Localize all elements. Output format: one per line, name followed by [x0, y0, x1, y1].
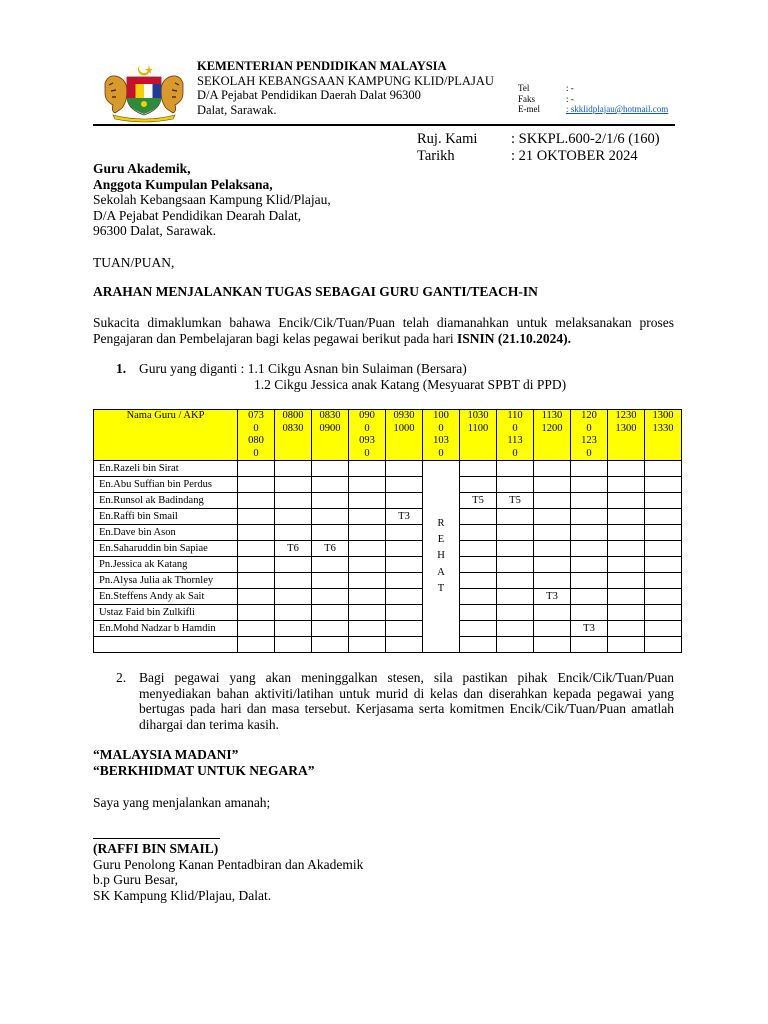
schedule-cell [312, 637, 349, 653]
schedule-cell [497, 557, 534, 573]
schedule-cell [312, 461, 349, 477]
contact-block [518, 83, 668, 115]
schedule-cell [349, 461, 386, 477]
schedule-cell [608, 477, 645, 493]
signature-block [93, 841, 363, 903]
teacher-name: En.Mohd Nadzar b Hamdin [94, 621, 238, 637]
schedule-cell [460, 573, 497, 589]
schedule-cell [386, 525, 423, 541]
instruction-item [116, 670, 674, 732]
schedule-cell [275, 525, 312, 541]
schedule-cell [534, 509, 571, 525]
table-row [94, 573, 682, 589]
schedule-cell [312, 621, 349, 637]
schedule-cell [275, 637, 312, 653]
motto-line: “BERKHIDMAT UNTUK NEGARA” [93, 762, 315, 778]
reference-label: Ruj. Kami [417, 131, 478, 147]
contact-label: E-mel [518, 104, 540, 114]
schedule-cell [645, 589, 682, 605]
item-number: 1. [116, 361, 127, 376]
schedule-cell [460, 509, 497, 525]
schedule-cell [386, 461, 423, 477]
motto-block [93, 747, 315, 778]
schedule-cell: T3 [571, 621, 608, 637]
schedule-cell [275, 573, 312, 589]
table-row [94, 557, 682, 573]
schedule-cell [312, 525, 349, 541]
schedule-cell [386, 605, 423, 621]
schedule-cell [460, 589, 497, 605]
schedule-cell [238, 461, 275, 477]
schedule-cell [238, 573, 275, 589]
schedule-cell [497, 637, 534, 653]
teacher-name: En.Saharuddin bin Sapiae [94, 541, 238, 557]
letter-subject: ARAHAN MENJALANKAN TUGAS SEBAGAI GURU GANTI/TEACH-IN [93, 284, 538, 299]
schedule-cell [608, 525, 645, 541]
schedule-cell [238, 589, 275, 605]
schedule-cell: T5 [497, 493, 534, 509]
schedule-cell [534, 637, 571, 653]
teacher-name: Pn.Jessica ak Katang [94, 557, 238, 573]
schedule-cell [571, 605, 608, 621]
schedule-cell [312, 557, 349, 573]
date-value: : 21 OKTOBER 2024 [511, 148, 638, 164]
schedule-cell [534, 541, 571, 557]
schedule-cell [349, 637, 386, 653]
table-row [94, 493, 682, 509]
schedule-cell [386, 477, 423, 493]
schedule-cell [645, 637, 682, 653]
schedule-cell [608, 605, 645, 621]
malaysia-coat-of-arms-logo [99, 63, 189, 123]
schedule-cell [571, 557, 608, 573]
schedule-cell [238, 509, 275, 525]
schedule-cell [275, 605, 312, 621]
schedule-cell [238, 493, 275, 509]
schedule-cell [571, 477, 608, 493]
column-header-time: 073 0 080 0 [238, 410, 275, 461]
schedule-cell: T5 [460, 493, 497, 509]
schedule-cell [571, 509, 608, 525]
instruction-text: Bagi pegawai yang akan meninggalkan stesen, sila pastikan pihak Encik/Cik/Tuan/Puan menyediakan bahan aktiviti/latihan untuk murid di kelas dan diserahkan kepada pegawai yang bertugas pada hari dan masa tersebut. Kerjasama serta komitmen Encik/Cik/Tuan/Puan amatlah dihargai dan terima kasih. [139, 670, 674, 732]
break-letter: R [437, 517, 445, 529]
table-header-row [94, 410, 682, 461]
schedule-cell [571, 493, 608, 509]
schedule-cell [349, 477, 386, 493]
signatory-school: SK Kampung Klid/Plajau, Dalat. [93, 887, 272, 903]
reference-value: : SKKPL.600-2/1/6 (160) [511, 131, 660, 147]
schedule-cell: T6 [312, 541, 349, 557]
schedule-cell [312, 477, 349, 493]
letterhead [197, 59, 494, 117]
teacher-name: Ustaz Faid bin Zulkifli [94, 605, 238, 621]
schedule-cell [275, 493, 312, 509]
schedule-cell [238, 541, 275, 557]
schedule-cell [238, 525, 275, 541]
break-letter: E [437, 534, 445, 546]
schedule-cell [386, 541, 423, 557]
schedule-cell [460, 605, 497, 621]
schedule-cell [460, 525, 497, 541]
schedule-cell [497, 509, 534, 525]
schedule-cell [571, 541, 608, 557]
column-header-time: 100 0 103 0 [423, 410, 460, 461]
schedule-cell [275, 621, 312, 637]
contact-row-tel [518, 83, 668, 94]
schedule-cell [349, 573, 386, 589]
intro-paragraph [93, 315, 674, 346]
schedule-cell [608, 621, 645, 637]
column-header-time: 090 0 093 0 [349, 410, 386, 461]
item-number: 2. [116, 670, 127, 685]
signature-line [93, 838, 220, 839]
schedule-cell [386, 493, 423, 509]
schedule-cell [460, 461, 497, 477]
recipient-line: Anggota Kumpulan Pelaksana, [93, 176, 273, 192]
school-address-line1: D/A Pejabat Pendidikan Daerah Dalat 96300 [197, 88, 421, 102]
schedule-cell [349, 509, 386, 525]
recipient-address [93, 161, 331, 239]
contact-value: : - [566, 83, 574, 93]
email-link[interactable]: : skklidplajau@hotmail.com [566, 104, 669, 114]
schedule-cell [460, 637, 497, 653]
recipient-line: Guru Akademik, [93, 161, 191, 176]
column-header-time: 120 0 123 0 [571, 410, 608, 461]
schedule-cell [275, 509, 312, 525]
schedule-cell [571, 461, 608, 477]
schedule-cell [645, 477, 682, 493]
schedule-cell [497, 621, 534, 637]
schedule-cell [534, 461, 571, 477]
teacher-name: En.Dave bin Ason [94, 525, 238, 541]
schedule-cell [645, 557, 682, 573]
schedule-cell [534, 525, 571, 541]
column-header-time: 1030 1100 [460, 410, 497, 461]
schedule-cell [312, 493, 349, 509]
date-row [417, 148, 660, 165]
schedule-cell [645, 605, 682, 621]
teacher-name: En.Runsol ak Badindang [94, 493, 238, 509]
schedule-cell [571, 573, 608, 589]
schedule-cell [238, 605, 275, 621]
schedule-cell [534, 573, 571, 589]
closing-text: Saya yang menjalankan amanah; [93, 795, 271, 810]
schedule-cell [349, 557, 386, 573]
column-header-name: Nama Guru / AKP [94, 410, 238, 461]
schedule-cell [275, 557, 312, 573]
schedule-cell [238, 637, 275, 653]
ministry-name: KEMENTERIAN PENDIDIKAN MALAYSIA [197, 59, 447, 73]
column-header-time: 1230 1300 [608, 410, 645, 461]
schedule-cell [312, 573, 349, 589]
schedule-cell [497, 541, 534, 557]
column-header-time: 0830 0900 [312, 410, 349, 461]
teacher-name: En.Razeli bin Sirat [94, 461, 238, 477]
schedule-cell [497, 477, 534, 493]
schedule-cell [238, 557, 275, 573]
column-header-time: 110 0 113 0 [497, 410, 534, 461]
break-cell [423, 461, 460, 653]
table-row [94, 509, 682, 525]
contact-label: Tel [518, 83, 530, 93]
teacher-name [94, 637, 238, 653]
school-address-line2: Dalat, Sarawak. [197, 102, 277, 117]
schedule-cell [238, 477, 275, 493]
item-line: Guru yang diganti : 1.1 Cikgu Asnan bin Sulaiman (Bersara) [139, 361, 467, 376]
schedule-cell [497, 461, 534, 477]
schedule-cell [608, 557, 645, 573]
table-row [94, 637, 682, 653]
schedule-cell [534, 621, 571, 637]
schedule-cell [608, 541, 645, 557]
schedule-cell [349, 493, 386, 509]
schedule-cell [645, 493, 682, 509]
schedule-cell [460, 557, 497, 573]
schedule-cell [460, 477, 497, 493]
schedule-cell [608, 573, 645, 589]
signatory-title: Guru Penolong Kanan Pentadbiran dan Akademik [93, 856, 364, 872]
letterhead-divider [93, 124, 675, 126]
column-header-time: 0800 0830 [275, 410, 312, 461]
table-row [94, 621, 682, 637]
schedule-cell: T3 [534, 589, 571, 605]
contact-row-fax [518, 94, 668, 105]
contact-row-email [518, 104, 668, 115]
signatory-name: (RAFFI BIN SMAIL) [93, 841, 219, 856]
schedule-cell [645, 573, 682, 589]
schedule-cell [349, 525, 386, 541]
item-line: 1.2 Cikgu Jessica anak Katang (Mesyuarat SPBT di PPD) [254, 376, 567, 392]
schedule-cell [497, 589, 534, 605]
schedule-cell [349, 605, 386, 621]
schedule-cell [386, 621, 423, 637]
schedule-cell: T3 [386, 509, 423, 525]
teacher-name: En.Raffi bin Smail [94, 509, 238, 525]
recipient-line: Sekolah Kebangsaan Kampung Klid/Plajau, [93, 192, 331, 207]
school-name: SEKOLAH KEBANGSAAN KAMPUNG KLID/PLAJAU [197, 73, 494, 88]
intro-text: Sukacita dimaklumkan bahawa Encik/Cik/Tuan/Puan telah diamanahkan untuk melaksanakan proses Pengajaran dan Pembelajaran bagi kelas pegawai berikut pada hari [93, 315, 674, 346]
schedule-cell [497, 605, 534, 621]
schedule-cell [386, 557, 423, 573]
schedule-cell [645, 461, 682, 477]
schedule-cell [275, 477, 312, 493]
schedule-cell [645, 541, 682, 557]
column-header-time: 1300 1330 [645, 410, 682, 461]
schedule-cell [645, 621, 682, 637]
table-row [94, 477, 682, 493]
schedule-cell [386, 637, 423, 653]
intro-date: ISNIN (21.10.2024). [456, 330, 571, 346]
schedule-cell [349, 621, 386, 637]
signatory-on-behalf: b.p Guru Besar, [93, 872, 178, 887]
teacher-name: En.Abu Suffian bin Perdus [94, 477, 238, 493]
schedule-cell [312, 589, 349, 605]
schedule-cell [238, 621, 275, 637]
contact-label: Faks [518, 93, 536, 104]
schedule-cell [386, 573, 423, 589]
schedule-cell [645, 525, 682, 541]
break-letter: T [437, 582, 445, 594]
schedule-cell [386, 589, 423, 605]
recipient-line: D/A Pejabat Pendidikan Dearah Dalat, [93, 207, 302, 223]
schedule-cell [645, 509, 682, 525]
schedule-cell [497, 525, 534, 541]
date-label: Tarikh [417, 148, 455, 164]
schedule-cell [312, 509, 349, 525]
table-row [94, 461, 682, 477]
reference-row [417, 131, 660, 148]
relief-schedule-table [93, 409, 682, 653]
schedule-cell [608, 493, 645, 509]
teacher-name: En.Steffens Andy ak Sait [94, 589, 238, 605]
column-header-time: 1130 1200 [534, 410, 571, 461]
schedule-cell [608, 461, 645, 477]
table-row [94, 605, 682, 621]
table-row [94, 525, 682, 541]
schedule-cell [571, 525, 608, 541]
column-header-time: 0930 1000 [386, 410, 423, 461]
contact-value: : - [566, 93, 574, 104]
schedule-cell [571, 589, 608, 605]
reference-block [417, 131, 660, 165]
schedule-cell [312, 605, 349, 621]
schedule-cell [349, 541, 386, 557]
schedule-cell [608, 589, 645, 605]
teacher-name: Pn.Alysa Julia ak Thornley [94, 573, 238, 589]
schedule-cell [534, 605, 571, 621]
schedule-cell [571, 637, 608, 653]
replaced-teachers-item [116, 361, 566, 392]
schedule-cell [275, 589, 312, 605]
schedule-cell [460, 621, 497, 637]
break-letter: A [437, 566, 445, 578]
schedule-cell [608, 637, 645, 653]
salutation: TUAN/PUAN, [93, 255, 175, 270]
schedule-cell [534, 477, 571, 493]
table-row [94, 541, 682, 557]
break-letter: H [437, 550, 445, 562]
schedule-cell [460, 541, 497, 557]
motto-line: “MALAYSIA MADANI” [93, 747, 239, 762]
schedule-cell [349, 589, 386, 605]
schedule-cell [534, 493, 571, 509]
schedule-cell [497, 573, 534, 589]
table-row [94, 589, 682, 605]
schedule-cell: T6 [275, 541, 312, 557]
schedule-cell [608, 509, 645, 525]
recipient-line: 96300 Dalat, Sarawak. [93, 223, 216, 238]
schedule-cell [275, 461, 312, 477]
schedule-cell [534, 557, 571, 573]
